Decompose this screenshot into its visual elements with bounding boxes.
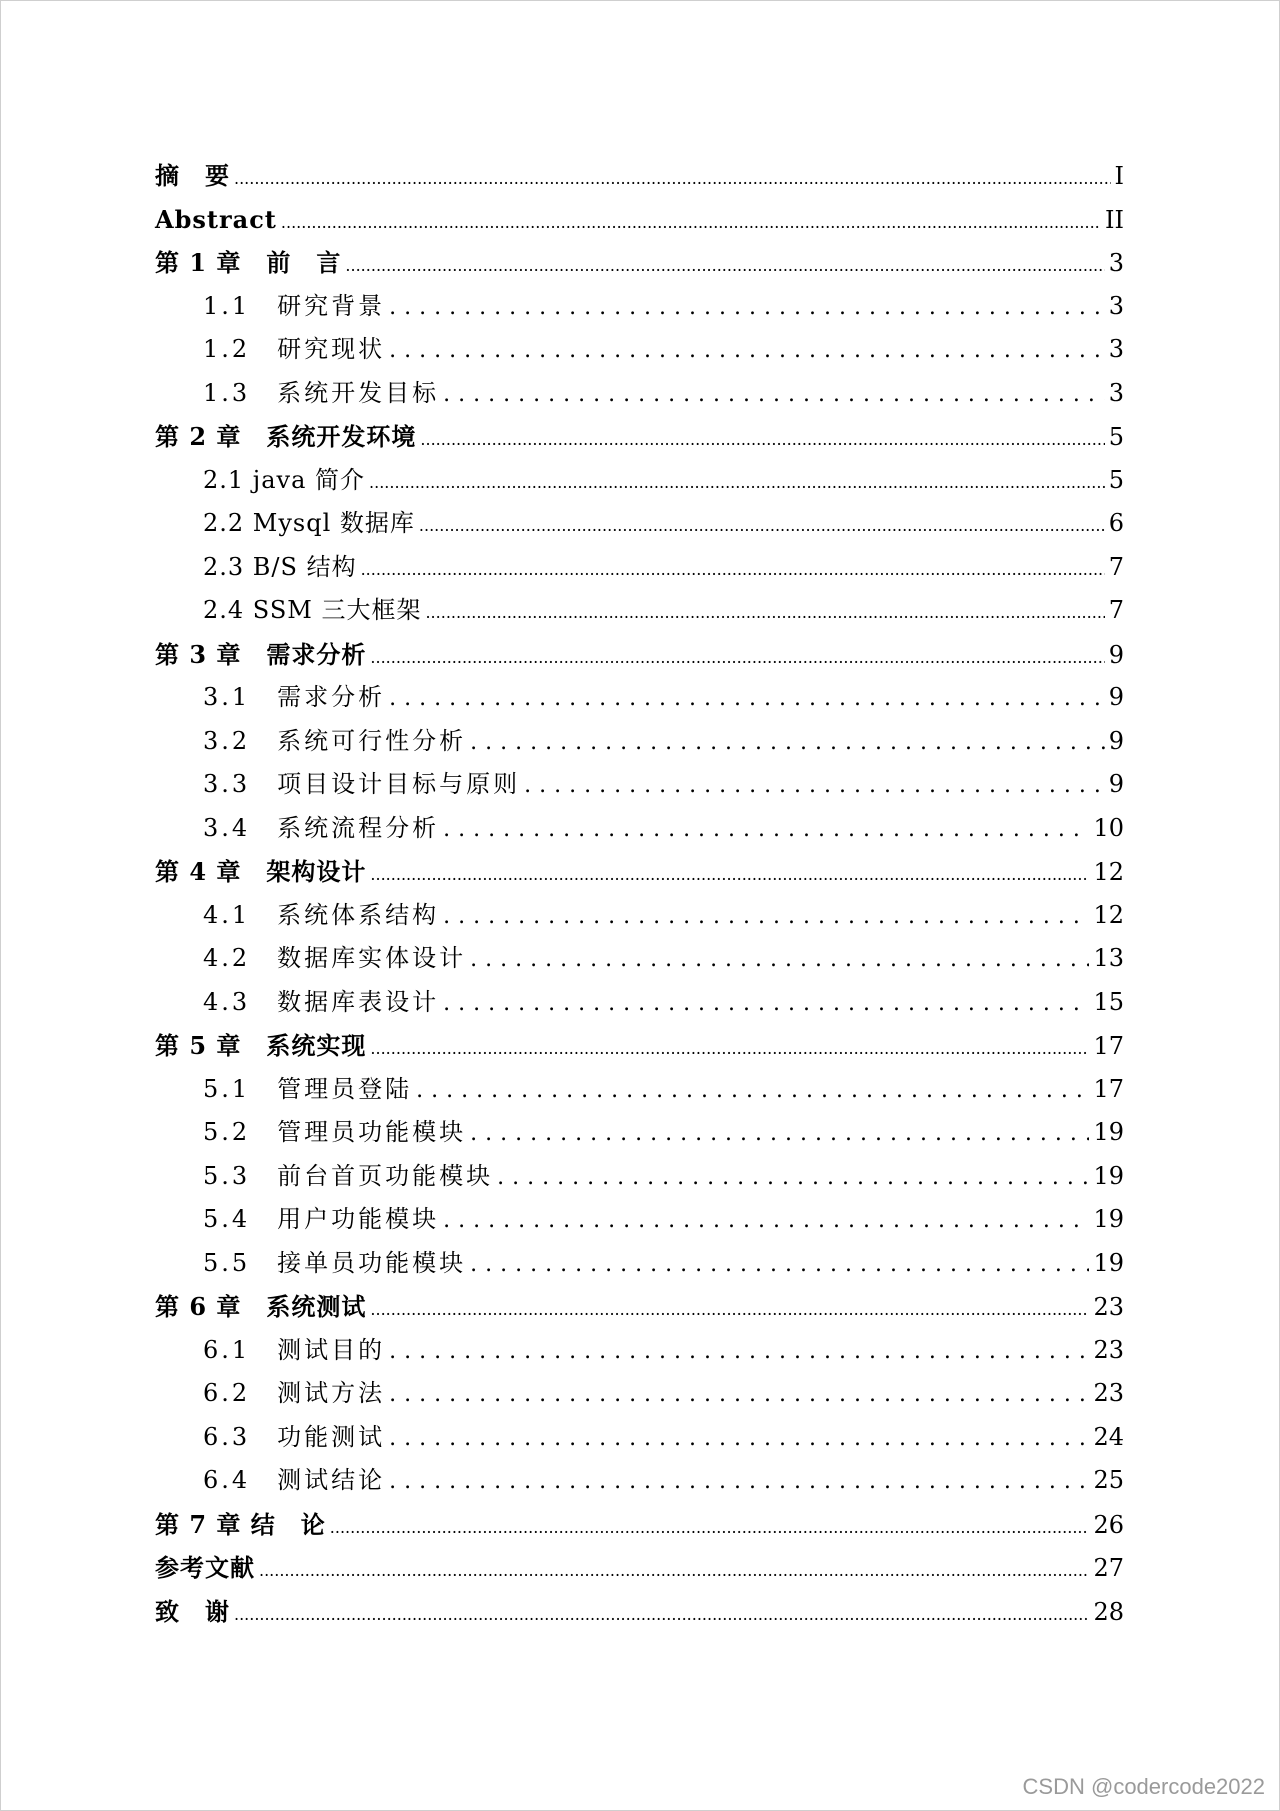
toc-entry-page-number: 17	[1093, 1032, 1124, 1060]
toc-dot-leader	[369, 461, 1105, 505]
toc-entry-page-number: 3	[1108, 291, 1124, 320]
toc-chapter-entry[interactable]	[155, 633, 1124, 677]
toc-entry-page-number: 23	[1093, 1293, 1124, 1321]
toc-dot-leader	[370, 1288, 1089, 1332]
toc-entry-page-number: 28	[1093, 1597, 1124, 1626]
toc-entry-page-number: 12	[1093, 858, 1124, 886]
toc-entry-page-number: 12	[1093, 900, 1124, 929]
toc-dot-leader	[416, 1069, 1089, 1113]
toc-entry-title: 6.2 测试方法	[203, 1379, 386, 1407]
toc-section-entry[interactable]	[155, 720, 1124, 764]
toc-section-entry[interactable]	[155, 589, 1124, 633]
toc-dot-leader	[370, 1027, 1089, 1071]
toc-dot-leader	[524, 764, 1105, 808]
toc-entry-title: 1.3 系统开发目标	[203, 378, 440, 407]
toc-entry-page-number: 7	[1108, 596, 1124, 624]
toc-chapter-entry[interactable]	[155, 1590, 1124, 1634]
toc-dot-leader	[370, 853, 1089, 897]
toc-entry-title: 4.2 数据库实体设计	[203, 944, 467, 972]
toc-entry-page-number: I	[1114, 162, 1124, 190]
toc-chapter-entry[interactable]	[155, 241, 1124, 285]
toc-entry-title: 摘 要	[155, 161, 230, 190]
toc-dot-leader	[425, 591, 1104, 635]
toc-entry-page-number: 19	[1093, 1205, 1124, 1233]
toc-section-entry[interactable]	[155, 502, 1124, 546]
toc-dot-leader	[389, 1330, 1089, 1374]
toc-dot-leader	[419, 504, 1105, 548]
toc-chapter-entry[interactable]	[155, 154, 1124, 198]
toc-entry-title: 第 5 章 系统实现	[155, 1031, 367, 1060]
toc-section-entry[interactable]	[155, 981, 1124, 1025]
toc-entry-page-number: 15	[1093, 987, 1124, 1016]
toc-entry-page-number: 5	[1108, 423, 1124, 451]
toc-entry-page-number: 9	[1108, 726, 1124, 755]
toc-entry-page-number: 26	[1093, 1510, 1124, 1539]
toc-section-entry[interactable]	[155, 459, 1124, 503]
toc-entry-page-number: 25	[1093, 1466, 1124, 1494]
toc-entry-page-number: 19	[1093, 1118, 1124, 1146]
toc-entry-page-number: 23	[1093, 1335, 1124, 1364]
toc-entry-title: 3.1 需求分析	[203, 683, 386, 711]
toc-entry-page-number: 10	[1093, 813, 1124, 842]
toc-section-entry[interactable]	[155, 546, 1124, 590]
toc-entry-title: 3.2 系统可行性分析	[203, 726, 467, 755]
toc-dot-leader	[389, 286, 1105, 330]
toc-entry-page-number: II	[1105, 205, 1124, 234]
toc-entry-title: 第 4 章 架构设计	[155, 857, 367, 886]
toc-entry-title: 参考文献	[155, 1553, 255, 1582]
toc-chapter-entry[interactable]	[155, 850, 1124, 894]
toc-dot-leader	[234, 1593, 1089, 1637]
toc-dot-leader	[470, 1112, 1089, 1156]
toc-section-entry[interactable]	[155, 763, 1124, 807]
toc-dot-leader	[443, 895, 1089, 939]
toc-entry-page-number: 24	[1093, 1422, 1124, 1451]
toc-section-entry[interactable]	[155, 807, 1124, 851]
toc-entry-page-number: 3	[1108, 249, 1124, 277]
toc-section-entry[interactable]	[155, 285, 1124, 329]
toc-dot-leader	[389, 329, 1105, 373]
toc-entry-page-number: 9	[1108, 640, 1124, 669]
toc-chapter-entry[interactable]	[155, 198, 1124, 242]
toc-entry-title: 第 7 章 结 论	[155, 1509, 326, 1539]
toc-chapter-entry[interactable]	[155, 1024, 1124, 1068]
toc-dot-leader	[443, 1199, 1089, 1243]
toc-section-entry[interactable]	[155, 372, 1124, 416]
toc-entry-title: 第 3 章 需求分析	[155, 639, 367, 669]
toc-dot-leader	[420, 418, 1104, 462]
toc-entry-title: 致 谢	[155, 1596, 230, 1626]
toc-entry-page-number: 13	[1093, 944, 1124, 972]
toc-entry-title: 2.4 SSM 三大框架	[203, 596, 422, 624]
toc-entry-title: 1.1 研究背景	[203, 291, 386, 320]
toc-chapter-entry[interactable]	[155, 415, 1124, 459]
toc-entry-title: 3.3 项目设计目标与原则	[203, 770, 521, 798]
toc-section-entry[interactable]	[155, 1068, 1124, 1112]
toc-entry-page-number: 19	[1093, 1248, 1124, 1277]
toc-chapter-entry[interactable]	[155, 1503, 1124, 1547]
toc-dot-leader	[234, 157, 1111, 201]
toc-section-entry[interactable]	[155, 1198, 1124, 1242]
toc-entry-page-number: 23	[1093, 1379, 1124, 1407]
toc-section-entry[interactable]	[155, 1372, 1124, 1416]
toc-dot-leader	[389, 1417, 1089, 1461]
toc-entry-page-number: 17	[1093, 1074, 1124, 1103]
toc-entry-title: 5.5 接单员功能模块	[203, 1248, 467, 1277]
toc-dot-leader	[443, 808, 1089, 852]
toc-section-entry[interactable]	[155, 894, 1124, 938]
toc-dot-leader	[470, 938, 1089, 982]
toc-dot-leader	[330, 1506, 1090, 1550]
toc-entry-page-number: 7	[1108, 552, 1124, 581]
toc-dot-leader	[281, 201, 1101, 245]
toc-entry-title: 第 6 章 系统测试	[155, 1292, 367, 1321]
toc-entry-title: 第 2 章 系统开发环境	[155, 422, 417, 451]
toc-section-entry[interactable]	[155, 1242, 1124, 1286]
toc-entry-title: 5.2 管理员功能模块	[203, 1118, 467, 1146]
toc-section-entry[interactable]	[155, 1416, 1124, 1460]
toc-entry-title: 3.4 系统流程分析	[203, 813, 440, 842]
toc-dot-leader	[389, 677, 1105, 721]
toc-section-entry[interactable]	[155, 1329, 1124, 1373]
toc-entry-page-number: 9	[1108, 770, 1124, 798]
toc-entry-page-number: 27	[1093, 1554, 1124, 1582]
toc-section-entry[interactable]	[155, 328, 1124, 372]
toc-entry-title: 4.3 数据库表设计	[203, 987, 440, 1016]
toc-entry-title: 5.3 前台首页功能模块	[203, 1161, 494, 1190]
toc-entry-title: 第 1 章 前 言	[155, 248, 342, 277]
toc-entry-title: 6.1 测试目的	[203, 1335, 386, 1364]
toc-entry-title: 6.4 测试结论	[203, 1466, 386, 1494]
toc-section-entry[interactable]	[155, 1459, 1124, 1503]
toc-chapter-entry[interactable]	[155, 1285, 1124, 1329]
toc-entry-title: 2.3 B/S 结构	[203, 552, 357, 581]
toc-dot-leader	[470, 1243, 1089, 1287]
toc-dot-leader	[470, 721, 1105, 765]
toc-dot-leader	[389, 1460, 1089, 1504]
toc-dot-leader	[443, 982, 1089, 1026]
toc-chapter-entry[interactable]	[155, 1546, 1124, 1590]
toc-section-entry[interactable]	[155, 1155, 1124, 1199]
toc-entry-page-number: 5	[1108, 465, 1124, 494]
toc-dot-leader	[443, 373, 1105, 417]
toc-dot-leader	[370, 636, 1104, 680]
toc-dot-leader	[259, 1549, 1089, 1593]
toc-entry-title: Abstract	[155, 204, 277, 234]
toc-dot-leader	[361, 548, 1105, 592]
toc-entry-title: 5.1 管理员登陆	[203, 1074, 413, 1103]
table-of-contents	[155, 154, 1124, 1633]
toc-section-entry[interactable]	[155, 1111, 1124, 1155]
toc-entry-title: 4.1 系统体系结构	[203, 900, 440, 929]
toc-dot-leader	[389, 1373, 1089, 1417]
toc-entry-title: 2.1 java 简介	[203, 465, 366, 494]
toc-dot-leader	[345, 244, 1104, 288]
toc-entry-page-number: 19	[1093, 1161, 1124, 1190]
toc-section-entry[interactable]	[155, 937, 1124, 981]
toc-entry-page-number: 3	[1108, 378, 1124, 407]
toc-entry-title: 1.2 研究现状	[203, 335, 386, 363]
toc-entry-page-number: 9	[1108, 683, 1124, 711]
toc-dot-leader	[497, 1156, 1089, 1200]
csdn-watermark: CSDN @codercode2022	[1022, 1774, 1265, 1799]
toc-entry-page-number: 6	[1108, 509, 1124, 537]
toc-section-entry[interactable]	[155, 676, 1124, 720]
toc-entry-title: 6.3 功能测试	[203, 1422, 386, 1451]
toc-entry-title: 5.4 用户功能模块	[203, 1205, 440, 1233]
toc-entry-title: 2.2 Mysql 数据库	[203, 509, 415, 537]
toc-entry-page-number: 3	[1108, 335, 1124, 363]
